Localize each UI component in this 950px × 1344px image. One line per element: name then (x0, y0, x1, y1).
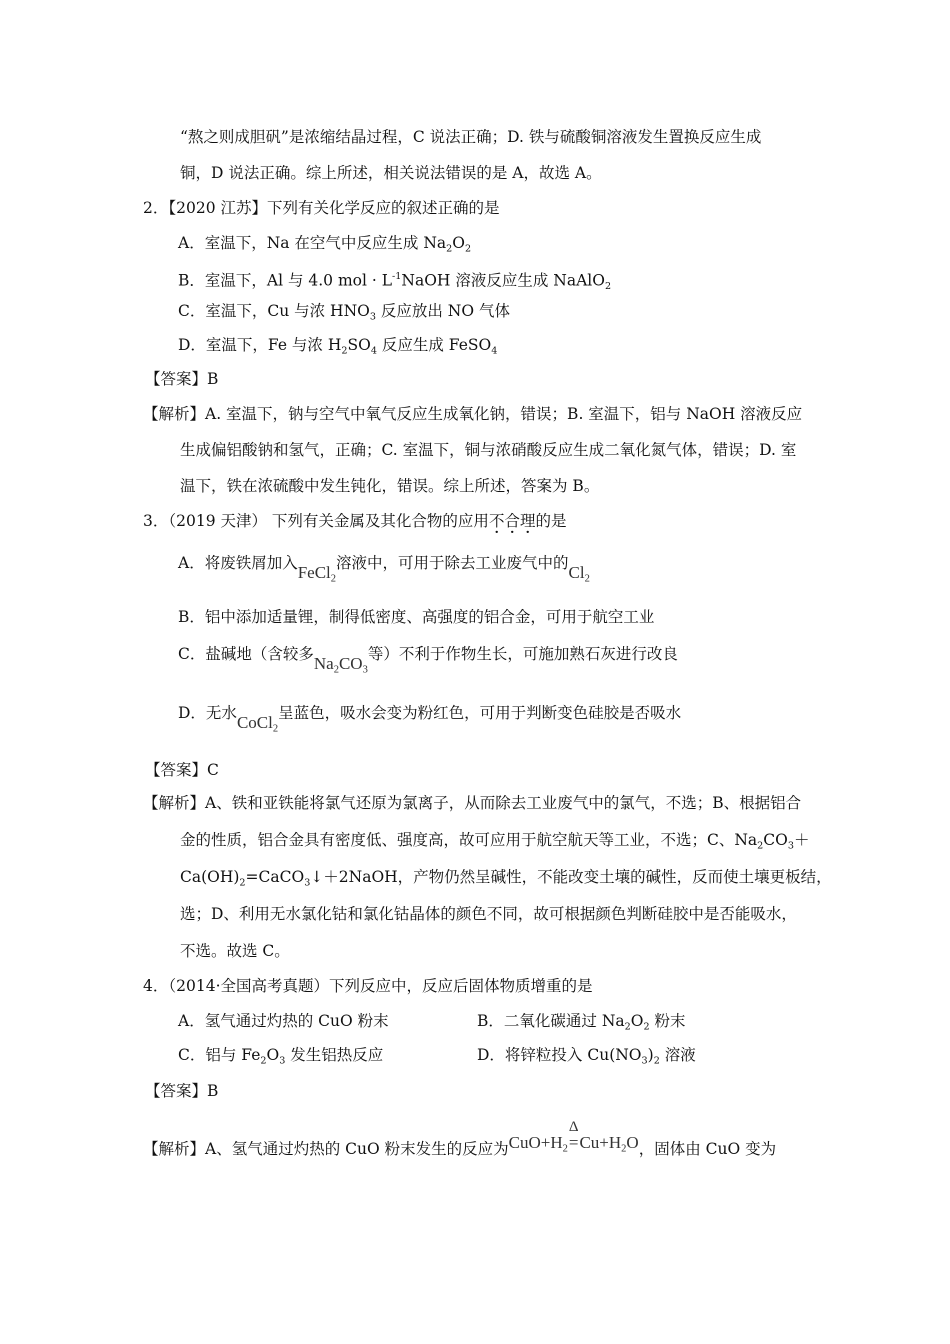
subscript: 3 (787, 840, 794, 852)
analysis-text: =CaCO (245, 868, 305, 886)
formula-text: Na (313, 654, 334, 673)
heat-equals-sign (568, 1119, 579, 1154)
subscript: 2 (621, 1143, 627, 1155)
option-text: 溶液 (659, 1046, 696, 1064)
option-text: 等）不利于作物生长，可施加熟石灰进行改良 (367, 645, 678, 663)
intro-line-1: “熬之则成胆矾”是浓缩结晶过程，C 说法正确；D. 铁与硫酸铜溶液发生置换反应生成 (180, 128, 762, 146)
q3-analysis-line-3 (180, 866, 832, 894)
emphasis-char: 理 (519, 512, 536, 530)
option-text: D．将锌粒投入 Cu(NO (477, 1046, 642, 1064)
option-text: B．二氧化碳通过 Na (477, 1012, 625, 1030)
option-text: 反应生成 FeSO (376, 336, 492, 354)
formula-text: FeCl (297, 563, 331, 582)
subscript: 2 (562, 1143, 568, 1155)
option-text: O (266, 1046, 280, 1064)
subscript: 3 (362, 664, 368, 676)
analysis-text: Ca(OH) (180, 868, 240, 886)
q4-answer: 【答案】B (145, 1082, 219, 1100)
q2-option-c (178, 300, 510, 328)
q4-option-c (178, 1044, 383, 1072)
q4-option-d (477, 1044, 696, 1072)
subscript: 3 (279, 1055, 286, 1067)
subscript: 2 (330, 573, 337, 585)
equation-cuo-h2 (508, 1119, 639, 1155)
option-text: 呈蓝色，吸水会变为粉红色，可用于判断变色硅胶是否吸水 (278, 704, 682, 722)
q3-option-a (178, 552, 590, 585)
subscript: 2 (643, 1021, 650, 1033)
question-number: 4． (143, 977, 169, 995)
option-text: B．室温下，Al 与 4.0 mol · L (178, 271, 393, 290)
subscript: 2 (239, 877, 246, 889)
question-3-stem (143, 510, 567, 532)
formula-cl2 (568, 563, 590, 585)
question-text: 的是 (535, 512, 567, 530)
formula-cocl2 (236, 713, 279, 735)
q4-option-b (477, 1010, 686, 1038)
q3-option-c (178, 643, 678, 676)
q2-option-d (178, 334, 497, 362)
question-4-stem (143, 975, 593, 997)
analysis-text: CO (763, 831, 788, 849)
option-text: 反应放出 NO 气体 (375, 302, 511, 320)
formula-text: CuO+H (508, 1133, 563, 1152)
option-text: 发生铝热反应 (285, 1046, 384, 1064)
option-text: D．室温下，Fe 与浓 H (178, 336, 342, 354)
q2-analysis-line-2: 生成偏铝酸钠和氢气，正确；C. 室温下，铜与浓硝酸反应生成二氧化氮气体，错误；D. 室 (180, 441, 797, 459)
q2-option-a (178, 232, 471, 260)
option-text: 溶液中，可用于除去工业废气中的 (336, 554, 569, 572)
formula-text: Cl (568, 563, 585, 582)
question-text: 【2020 江苏】下列有关化学反应的叙述正确的是 (168, 199, 500, 217)
subscript: 2 (333, 664, 339, 676)
q4-analysis-line-1 (143, 1119, 777, 1167)
q3-option-b: B．铝中添加适量锂，制得低密度、高强度的铝合金，可用于航空工业 (178, 608, 655, 626)
subscript: 3 (304, 877, 311, 889)
option-text: SO (347, 336, 371, 354)
q2-option-b (178, 266, 611, 298)
q3-analysis-line-4: 选；D、利用无水氯化钴和氯化钴晶体的颜色不同，故可根据颜色判断硅胶中是否能吸水， (180, 905, 797, 923)
emphasis-char: 不 (488, 512, 505, 530)
subscript: 4 (370, 345, 377, 357)
option-text: O (630, 1012, 644, 1030)
subscript: 3 (369, 311, 376, 323)
subscript: 2 (464, 243, 472, 255)
option-text: A．将废铁屑加入 (178, 554, 298, 572)
q4-option-a: A．氢气通过灼热的 CuO 粉末 (178, 1012, 389, 1030)
option-text: C．室温下，Cu 与浓 HNO (178, 302, 370, 320)
option-text: D．无水 (178, 704, 237, 722)
formula-text: Cu+H (579, 1133, 622, 1152)
formula-na2co3 (313, 654, 368, 676)
analysis-text: ＋ (793, 831, 810, 849)
question-text: （2014·全国高考真题）下列反应中，反应后固体物质增重的是 (168, 977, 593, 995)
analysis-text: ↓＋2NaOH，产物仍然呈碱性，不能改变土壤的碱性，反而使土壤更板结， (310, 868, 832, 886)
q2-analysis-line-1: 【解析】A. 室温下，钠与空气中氧气反应生成氧化钠，错误；B. 室温下，铝与 NaOH 溶液反应 (143, 405, 803, 423)
analysis-text: 【解析】A、氢气通过灼热的 CuO 粉末发生的反应为 (143, 1140, 509, 1158)
formula-text: O (626, 1133, 639, 1152)
intro-line-2: 铜，D 说法正确。综上所述，相关说法错误的是 A，故选 A。 (180, 164, 602, 182)
question-number: 2． (143, 199, 169, 217)
formula-fecl2 (297, 563, 337, 585)
subscript: 2 (584, 573, 590, 585)
delta-symbol: Δ (568, 1119, 579, 1135)
option-text: A．室温下，Na 在空气中反应生成 Na (178, 234, 447, 252)
subscript: 2 (757, 840, 764, 852)
q3-analysis-line-5: 不选。故选 C。 (180, 942, 290, 960)
q3-analysis-line-1: 【解析】A、铁和亚铁能将氯气还原为氯离子，从而除去工业废气中的氯气，不选；B、根据铝合 (143, 794, 802, 812)
subscript: 2 (624, 1021, 631, 1033)
question-text: （2019 天津） 下列有关金属及其化合物的应用 (168, 512, 489, 530)
subscript: 2 (260, 1055, 267, 1067)
question-number: 3． (143, 512, 169, 530)
subscript: 2 (446, 243, 453, 255)
subscript: 4 (491, 345, 498, 357)
q2-answer: 【答案】B (145, 370, 219, 388)
option-text: C．铝与 Fe (178, 1046, 261, 1064)
analysis-text: 金的性质，铝合金具有密度低、强度高，故可应用于航空航天等工业，不选；C、Na (180, 831, 758, 849)
equals-symbol: = (568, 1133, 579, 1152)
formula-text: CoCl (236, 713, 273, 732)
subscript: 3 (641, 1055, 648, 1067)
option-text: ) (647, 1046, 654, 1064)
option-text: NaOH 溶液反应生成 NaAlO (401, 271, 605, 290)
q3-option-d (178, 702, 682, 735)
q3-answer: 【答案】C (145, 761, 219, 779)
q3-analysis-line-2 (180, 829, 809, 857)
subscript: 2 (604, 281, 612, 293)
analysis-text: ，固体由 CuO 变为 (638, 1140, 777, 1158)
option-text: 粉末 (649, 1012, 686, 1030)
question-2-stem (143, 197, 500, 219)
superscript: -1 (392, 271, 402, 282)
q2-analysis-line-3: 温下，铁在浓硫酸中发生钝化，错误。综上所述，答案为 B。 (180, 477, 600, 495)
subscript: 2 (653, 1055, 660, 1067)
subscript: 2 (272, 723, 279, 735)
option-text: O (452, 234, 465, 252)
emphasis-char: 合 (504, 512, 520, 530)
formula-text: CO (338, 654, 363, 673)
option-text: C．盐碱地（含较多 (178, 645, 314, 663)
subscript: 2 (341, 345, 348, 357)
